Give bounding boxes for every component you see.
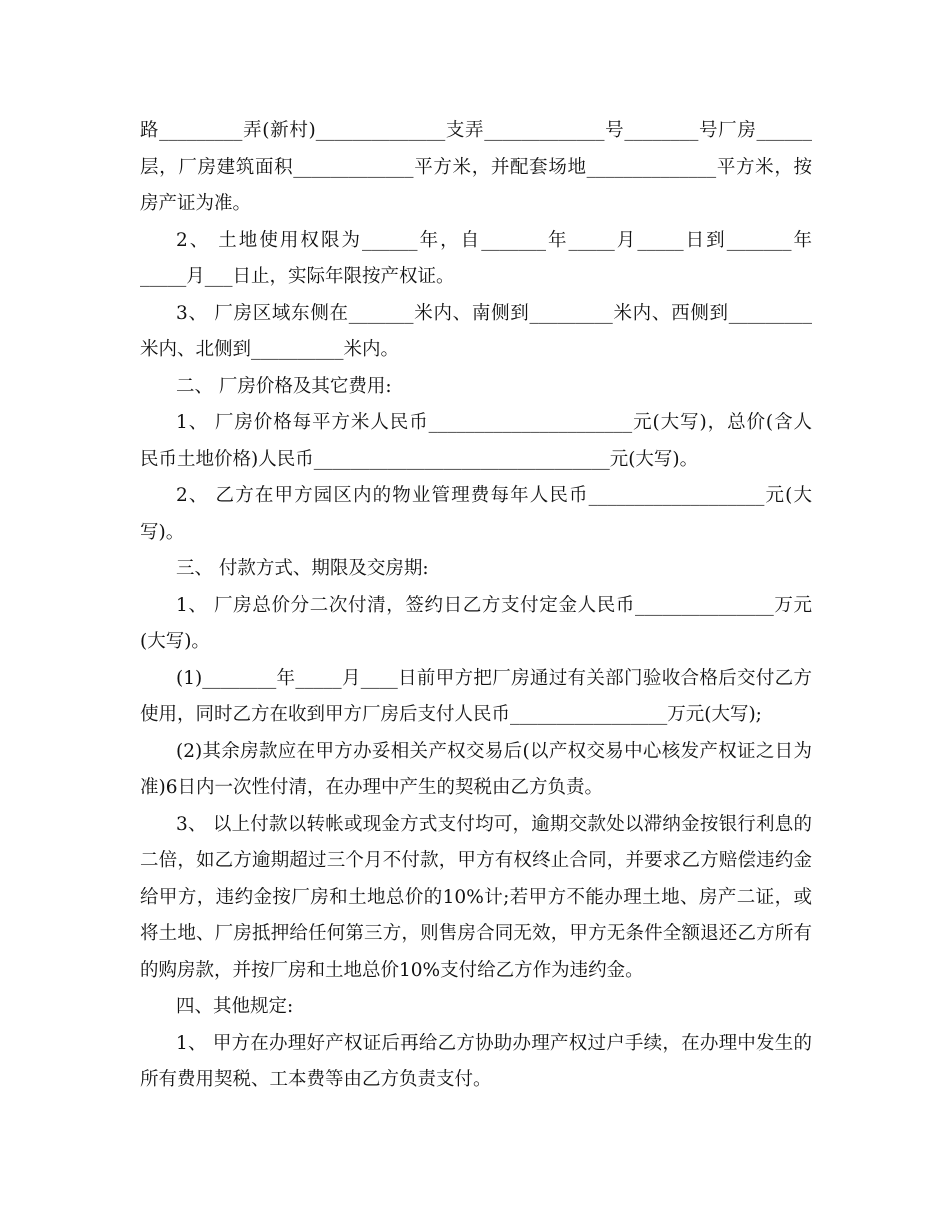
document-line: 房产证为准。: [140, 193, 252, 214]
document-line: 所有费用契税、工本费等由乙方负责支付。: [140, 1069, 492, 1090]
document-line: 1、 厂房总价分二次付清，签约日乙方支付定金人民币_______________万元: [176, 594, 812, 616]
document-line: 3、 厂房区域东侧在_______米内、南侧到_________米内、西侧到_________: [176, 302, 812, 324]
document-line: 的购房款，并按厂房和土地总价10%支付给乙方作为违约金。: [140, 959, 644, 981]
document-line: 将土地、厂房抵押给任何第三方，则售房合同无效，甲方无条件全额退还乙方所有: [140, 923, 812, 944]
document-line: 2、 乙方在甲方园区内的物业管理费每年人民币___________________元(大: [176, 485, 812, 506]
document-line: (2)其余房款应在甲方办妥相关产权交易后(以产权交易中心核发产权证之日为: [176, 740, 812, 762]
document-line: 二倍，如乙方逾期超过三个月不付款，甲方有权终止合同，并要求乙方赔偿违约金: [140, 850, 812, 871]
document-line: 2、 土地使用权限为______年，自_______年_____月_____日到_______年: [176, 229, 812, 251]
document-line: 路_________弄(新村)______________支弄_____________号________号厂房______: [140, 120, 812, 141]
document-line: (大写)。: [140, 631, 210, 652]
document-line: _____月___日止，实际年限按产权证。: [140, 266, 455, 287]
document-line: 写)。: [140, 521, 185, 543]
document-line: 层，厂房建筑面积_____________平方米，并配套场地______________平方米，按: [140, 156, 812, 178]
document-line: 四、其他规定:: [176, 996, 294, 1017]
document-line: 民币土地价格)人民币________________________________元(大写)。: [140, 448, 699, 470]
document-line: 三、 付款方式、期限及交房期:: [176, 558, 429, 579]
document-line: 3、 以上付款以转帐或现金方式支付均可，逾期交款处以滞纳金按银行利息的: [176, 813, 812, 835]
document-line: 二、 厂房价格及其它费用:: [176, 375, 392, 397]
document-line: (1)________年_____月____日前甲方把厂房通过有关部门验收合格后交付乙方: [176, 667, 812, 689]
document-line: 给甲方，违约金按厂房和土地总价的10%计;若甲方不能办理土地、房产二证，或: [140, 886, 812, 908]
document-line: 使用，同时乙方在收到甲方厂房后支付人民币_________________万元(大写);: [140, 704, 762, 725]
document-line: 1、 厂房价格每平方米人民币______________________元(大写)，总价(含人: [176, 412, 812, 433]
document-body: [140, 113, 812, 1099]
document-line: 准)6日内一次性付清，在办理中产生的契税由乙方负责。: [140, 777, 603, 798]
document-line: 米内、北侧到__________米内。: [140, 339, 400, 360]
document-line: 1、 甲方在办理好产权证后再给乙方协助办理产权过户手续，在办理中发生的: [176, 1032, 812, 1054]
